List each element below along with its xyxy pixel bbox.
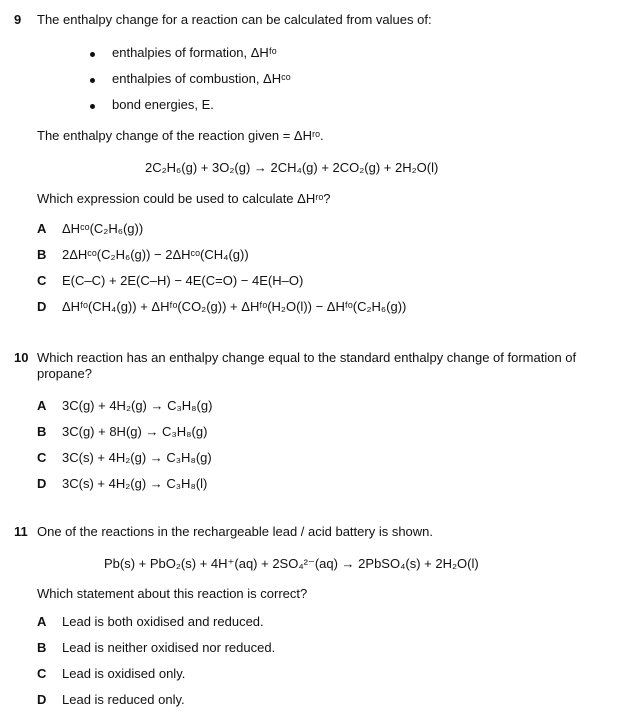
bullet-dot: [90, 52, 95, 57]
option-text: Lead is neither oxidised nor reduced.: [62, 640, 276, 655]
question-stem: The enthalpy change for a reaction can be calculated from values of:: [37, 12, 432, 27]
reaction-equation: 2C₂H₆(g) + 3O₂(g) → 2CH₄(g) + 2CO₂(g) + 2H₂O(l): [145, 160, 439, 175]
option-text: ΔHᶠᵒ(CH₄(g)) + ΔHᶠᵒ(CO₂(g)) + ΔHᶠᵒ(H₂O(l)) − ΔHᶠᵒ(C₂H₆(g)): [62, 299, 407, 314]
option-letter: D: [37, 476, 47, 491]
option-text: 3C(g) + 4H₂(g) → C₃H₈(g): [62, 398, 213, 413]
option-text: Lead is oxidised only.: [62, 666, 186, 681]
option-text: 3C(g) + 8H(g) → C₃H₈(g): [62, 424, 208, 439]
option-letter: D: [37, 692, 47, 707]
option-letter: A: [37, 614, 47, 629]
question-prompt: Which statement about this reaction is correct?: [37, 586, 308, 601]
option-text: Lead is reduced only.: [62, 692, 185, 707]
question-number: 11: [14, 524, 28, 539]
question-stem: Which reaction has an enthalpy change equal to the standard enthalpy change of formation of: [37, 350, 577, 365]
option-letter: A: [37, 221, 47, 236]
bullet-item: enthalpies of formation, ΔHᶠᵒ: [112, 45, 277, 60]
bullet-dot: [90, 104, 95, 109]
option-letter: B: [37, 640, 47, 655]
bullet-dot: [90, 78, 95, 83]
question-prompt: Which expression could be used to calculate ΔHʳᵒ?: [37, 191, 331, 206]
option-letter: B: [37, 424, 47, 439]
question-stem-continued: propane?: [37, 366, 92, 381]
option-letter: C: [37, 666, 47, 681]
question-number: 9: [14, 12, 22, 27]
option-text: ΔHᶜᵒ(C₂H₆(g)): [62, 221, 144, 236]
option-letter: C: [37, 273, 47, 288]
reaction-equation: Pb(s) + PbO₂(s) + 4H⁺(aq) + 2SO₄²⁻(aq) → 2PbSO₄(s) + 2H₂O(l): [104, 556, 479, 571]
option-text: 2ΔHᶜᵒ(C₂H₆(g)) − 2ΔHᶜᵒ(CH₄(g)): [62, 247, 249, 262]
bullet-item: enthalpies of combustion, ΔHᶜᵒ: [112, 71, 291, 86]
option-text: 3C(s) + 4H₂(g) → C₃H₈(g): [62, 450, 212, 465]
option-letter: D: [37, 299, 47, 314]
given-statement: The enthalpy change of the reaction given = ΔHʳᵒ.: [37, 128, 324, 143]
question-number: 10: [14, 350, 29, 365]
option-text: 3C(s) + 4H₂(g) → C₃H₈(l): [62, 476, 208, 491]
option-text: Lead is both oxidised and reduced.: [62, 614, 264, 629]
question-stem: One of the reactions in the rechargeable lead / acid battery is shown.: [37, 524, 434, 539]
bullet-item: bond energies, E.: [112, 97, 214, 112]
option-text: E(C–C) + 2E(C–H) − 4E(C=O) − 4E(H–O): [62, 273, 304, 288]
option-letter: A: [37, 398, 47, 413]
option-letter: B: [37, 247, 47, 262]
option-letter: C: [37, 450, 47, 465]
